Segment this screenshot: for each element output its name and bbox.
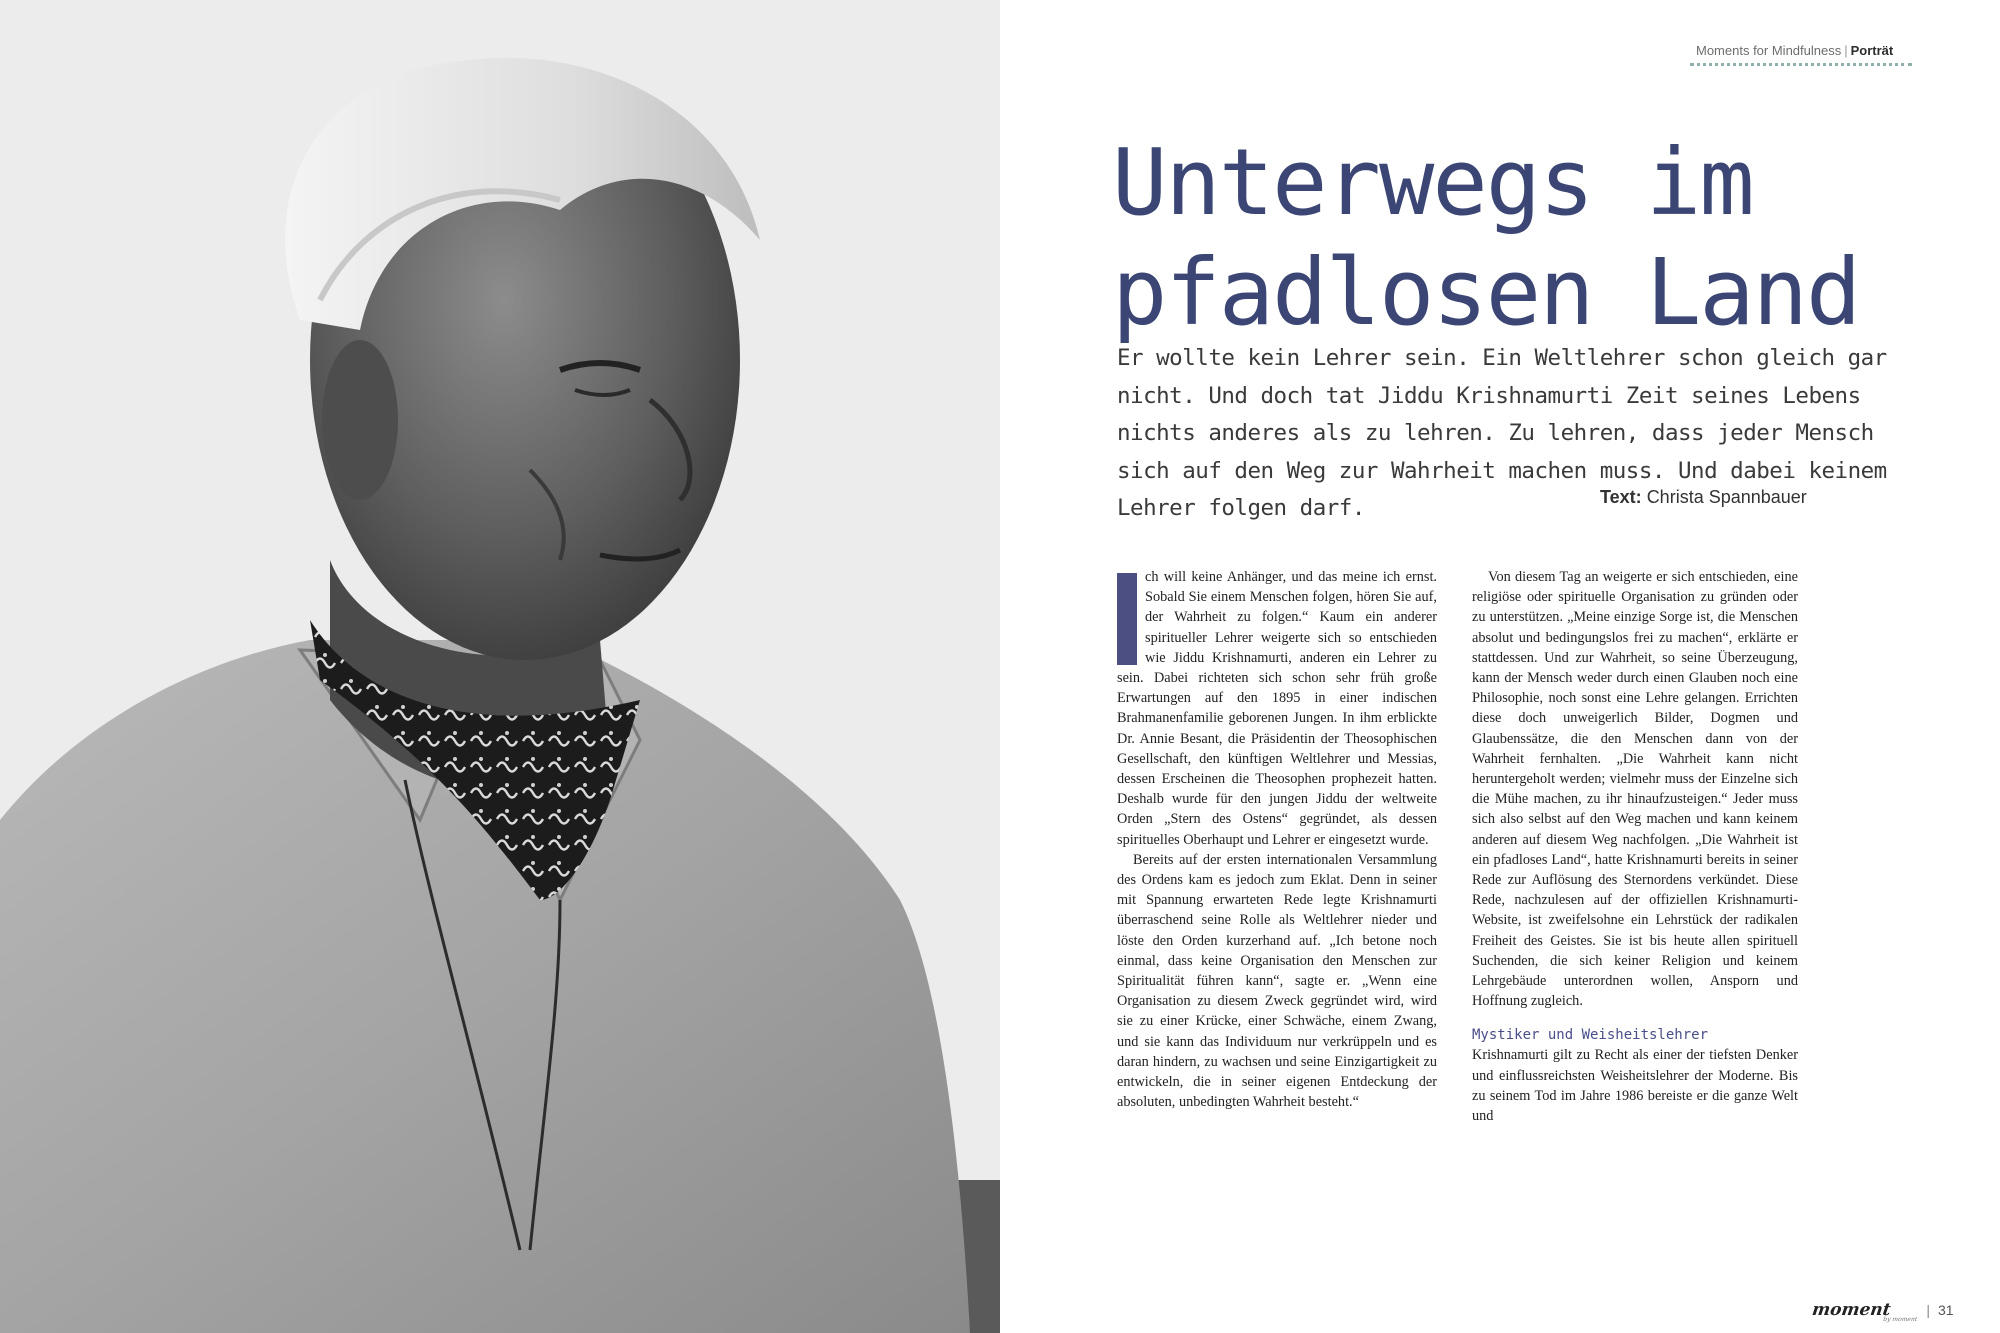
paragraph: Bereits auf der ersten internationalen Versammlung des Ordens kam es jedoch zum Eklat. Denn in seiner mit Spannung erwarteten Rede legte Krishnamurti überraschend seine Rolle als Weltlehrer nieder und löste den Orden kurzerhand auf. „Ich betone noch einmal, dass keine Organisation den Menschen zur Spiritualität führen kann“, sagte er. „Wenn eine Organisation zu diesem Zweck gegründet wird, wird sie zu einer Krücke, einer Schwäche, einem Zwang, und sie kann das Individuum nur verkrüppeln und es daran hindern, zu wachsen und seine Einzigartigkeit zu entwickeln, die in seiner eigenen Entdeckung der absoluten, unbedingten Wahrheit besteht.“	[1117, 851, 1437, 1111]
paragraph: Krishnamurti gilt zu Recht als einer der tiefsten Denker und einflussreichsten Weisheitslehrer der Moderne. Bis zu seinem Tod im Jahre 1986 bereiste er die ganze Welt und	[1472, 1047, 1798, 1125]
header-separator: |	[1844, 43, 1848, 58]
page-footer	[1812, 1300, 1954, 1323]
text-column-2	[1472, 567, 1798, 1126]
section-subheading: Mystiker und Weisheitslehrer	[1472, 1027, 1709, 1044]
article-title	[1112, 128, 1932, 348]
byline-label: Text:	[1600, 487, 1642, 507]
logo-subtext: by moment	[1882, 1316, 1918, 1323]
text-column-1	[1117, 567, 1437, 1112]
running-header	[1696, 43, 1911, 58]
title-line-2: pfadlosen Land	[1112, 239, 1860, 346]
magazine-logo	[1810, 1300, 1920, 1323]
page-number: 31	[1937, 1302, 1954, 1318]
paragraph: ch will keine Anhänger, und das meine ich ernst. Sobald Sie einem Menschen folgen, hören Sie auf, der Wahrheit zu folgen.“ Kaum ein anderer spiritueller Lehrer weigerte sich so entschieden wie Jiddu Krishnamurti, anderen ein Lehrer zu sein. Dabei richteten sich schon sehr früh große Erwartungen auf den 1895 in einer indischen Brahmanenfamilie geborenen Jungen. In ihm erblickte Dr. Annie Besant, die Präsidentin der Theosophischen Gesellschaft, den künftigen Weltlehrer und Messias, dessen Erscheinen die Theosophen prophezeit hatten. Deshalb wurde für den jungen Jiddu der weltweite Orden „Stern des Ostens“ gegründet, als dessen spirituelles Oberhaupt und Lehrer er eingesetzt wurde.	[1117, 569, 1437, 848]
section-name: Porträt	[1850, 43, 1894, 58]
paragraph: Von diesem Tag an weigerte er sich entschieden, eine religiöse oder spirituelle Organisation zu gründen oder zu unterstützen. „Meine einzige Sorge ist, die Menschen absolut und bedingungslos frei zu machen“, erklärte er stattdessen. Und zur Wahrheit, so seine Überzeugung, kann der Mensch weder durch einen Glauben noch eine Philosophie, noch sonst eine Lehre gelangen. Errichten diese doch unweigerlich Bilder, Dogmen und Glaubenssätze, die den Menschen dann von der Wahrheit fernhalten. „Die Wahrheit kann nicht heruntergeholt werden; vielmehr muss der Einzelne sich die Mühe machen, zu ihr hinaufzusteigen.“ Jeder muss sich also selbst auf den Weg machen und kann keinem anderen auf diesem Weg nachfolgen. „Die Wahrheit ist ein pfadloses Land“, hatte Krishnamurti bereits in seiner Rede zur Auflösung des Sternordens verkündet. Diese Rede, nachzulesen auf der offiziellen Krishnamurti-Website, ist zweifelsohne ein Lehrstück der radikalen Freiheit des Geistes. Sie ist bis heute allen spirituell Suchenden, die sich keiner Religion und keinem Lehrgebäude unterordnen wollen, Ansporn und Hoffnung zugleich.	[1472, 569, 1798, 1010]
drop-cap	[1117, 573, 1137, 665]
article-lede: Er wollte kein Lehrer sein. Ein Weltlehrer schon gleich gar nicht. Und doch tat Jiddu Krishnamurti Zeit seines Lebens nichts anderes als zu lehren. Zu lehren, dass jeder Mensch sich auf den Weg zur Wahrheit machen muss. Und dabei keinem Lehrer folgen darf.	[1117, 345, 1887, 521]
title-line-1: Unterwegs im	[1112, 129, 1753, 236]
magazine-name: Moments for Mindfulness	[1696, 43, 1842, 58]
byline-author: Christa Spannbauer	[1646, 487, 1807, 507]
header-dotted-rule	[1690, 63, 1912, 66]
footer-separator: |	[1926, 1302, 1930, 1318]
byline	[1600, 487, 1807, 508]
logo-text: moment	[1810, 1300, 1892, 1320]
